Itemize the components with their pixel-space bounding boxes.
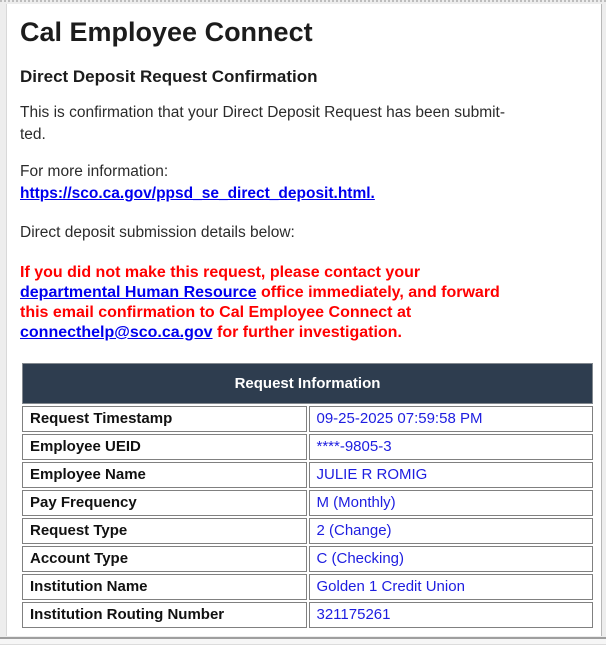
row-value: 2 (Change) <box>309 518 594 544</box>
row-value: ****-9805-3 <box>309 434 594 460</box>
row-value: M (Monthly) <box>309 490 594 516</box>
warning-line-2: office immediately, and forward <box>256 284 500 301</box>
row-label: Institution Name <box>22 574 307 600</box>
details-note: Direct deposit submission details below: <box>20 224 295 241</box>
email-body <box>6 4 602 636</box>
table-row-request-timestamp <box>22 406 593 432</box>
intro-paragraph <box>20 102 595 146</box>
pane-bottom-strip <box>0 638 606 645</box>
more-info-label: For more information: <box>20 163 169 180</box>
row-value: 09-25-2025 07:59:58 PM <box>309 406 594 432</box>
row-label: Employee UEID <box>22 434 307 460</box>
email-subject: Direct Deposit Request Confirmation <box>20 67 318 86</box>
row-value: JULIE R ROMIG <box>309 462 594 488</box>
warning-line-3: this email confirmation to Cal Employee Connect at <box>20 304 412 321</box>
more-info-paragraph <box>20 161 595 205</box>
table-row-request-type <box>22 518 593 544</box>
request-information-table <box>20 361 595 630</box>
table-row-institution-name <box>22 574 593 600</box>
table-title: Request Information <box>22 363 593 404</box>
row-value: 321175261 <box>309 602 594 628</box>
page-title: Cal Employee Connect <box>20 17 313 47</box>
row-label: Request Timestamp <box>22 406 307 432</box>
departmental-hr-link[interactable]: departmental Human Resource <box>20 284 257 301</box>
table-row-pay-frequency <box>22 490 593 516</box>
table-row-employee-ueid <box>22 434 593 460</box>
connecthelp-email-link[interactable]: connecthelp@sco.ca.gov <box>20 324 213 341</box>
row-value: Golden 1 Credit Union <box>309 574 594 600</box>
row-label: Request Type <box>22 518 307 544</box>
row-label: Institution Routing Number <box>22 602 307 628</box>
row-label: Employee Name <box>22 462 307 488</box>
warning-line-4: for further investigation. <box>212 324 402 341</box>
pane-bottom-divider <box>0 637 606 639</box>
row-label: Account Type <box>22 546 307 572</box>
table-row-institution-routing-number <box>22 602 593 628</box>
table-row-account-type <box>22 546 593 572</box>
direct-deposit-info-link[interactable]: https://sco.ca.gov/ppsd_se_direct_deposit.html. <box>20 185 375 202</box>
warning-line-1: If you did not make this request, please contact your <box>20 264 421 281</box>
table-header-row <box>22 363 593 404</box>
intro-line-1: This is confirmation that your Direct Deposit Request has been submit- <box>20 104 506 121</box>
table-row-employee-name <box>22 462 593 488</box>
warning-paragraph <box>20 263 595 343</box>
row-value: C (Checking) <box>309 546 594 572</box>
intro-line-2: ted. <box>20 126 46 143</box>
row-label: Pay Frequency <box>22 490 307 516</box>
